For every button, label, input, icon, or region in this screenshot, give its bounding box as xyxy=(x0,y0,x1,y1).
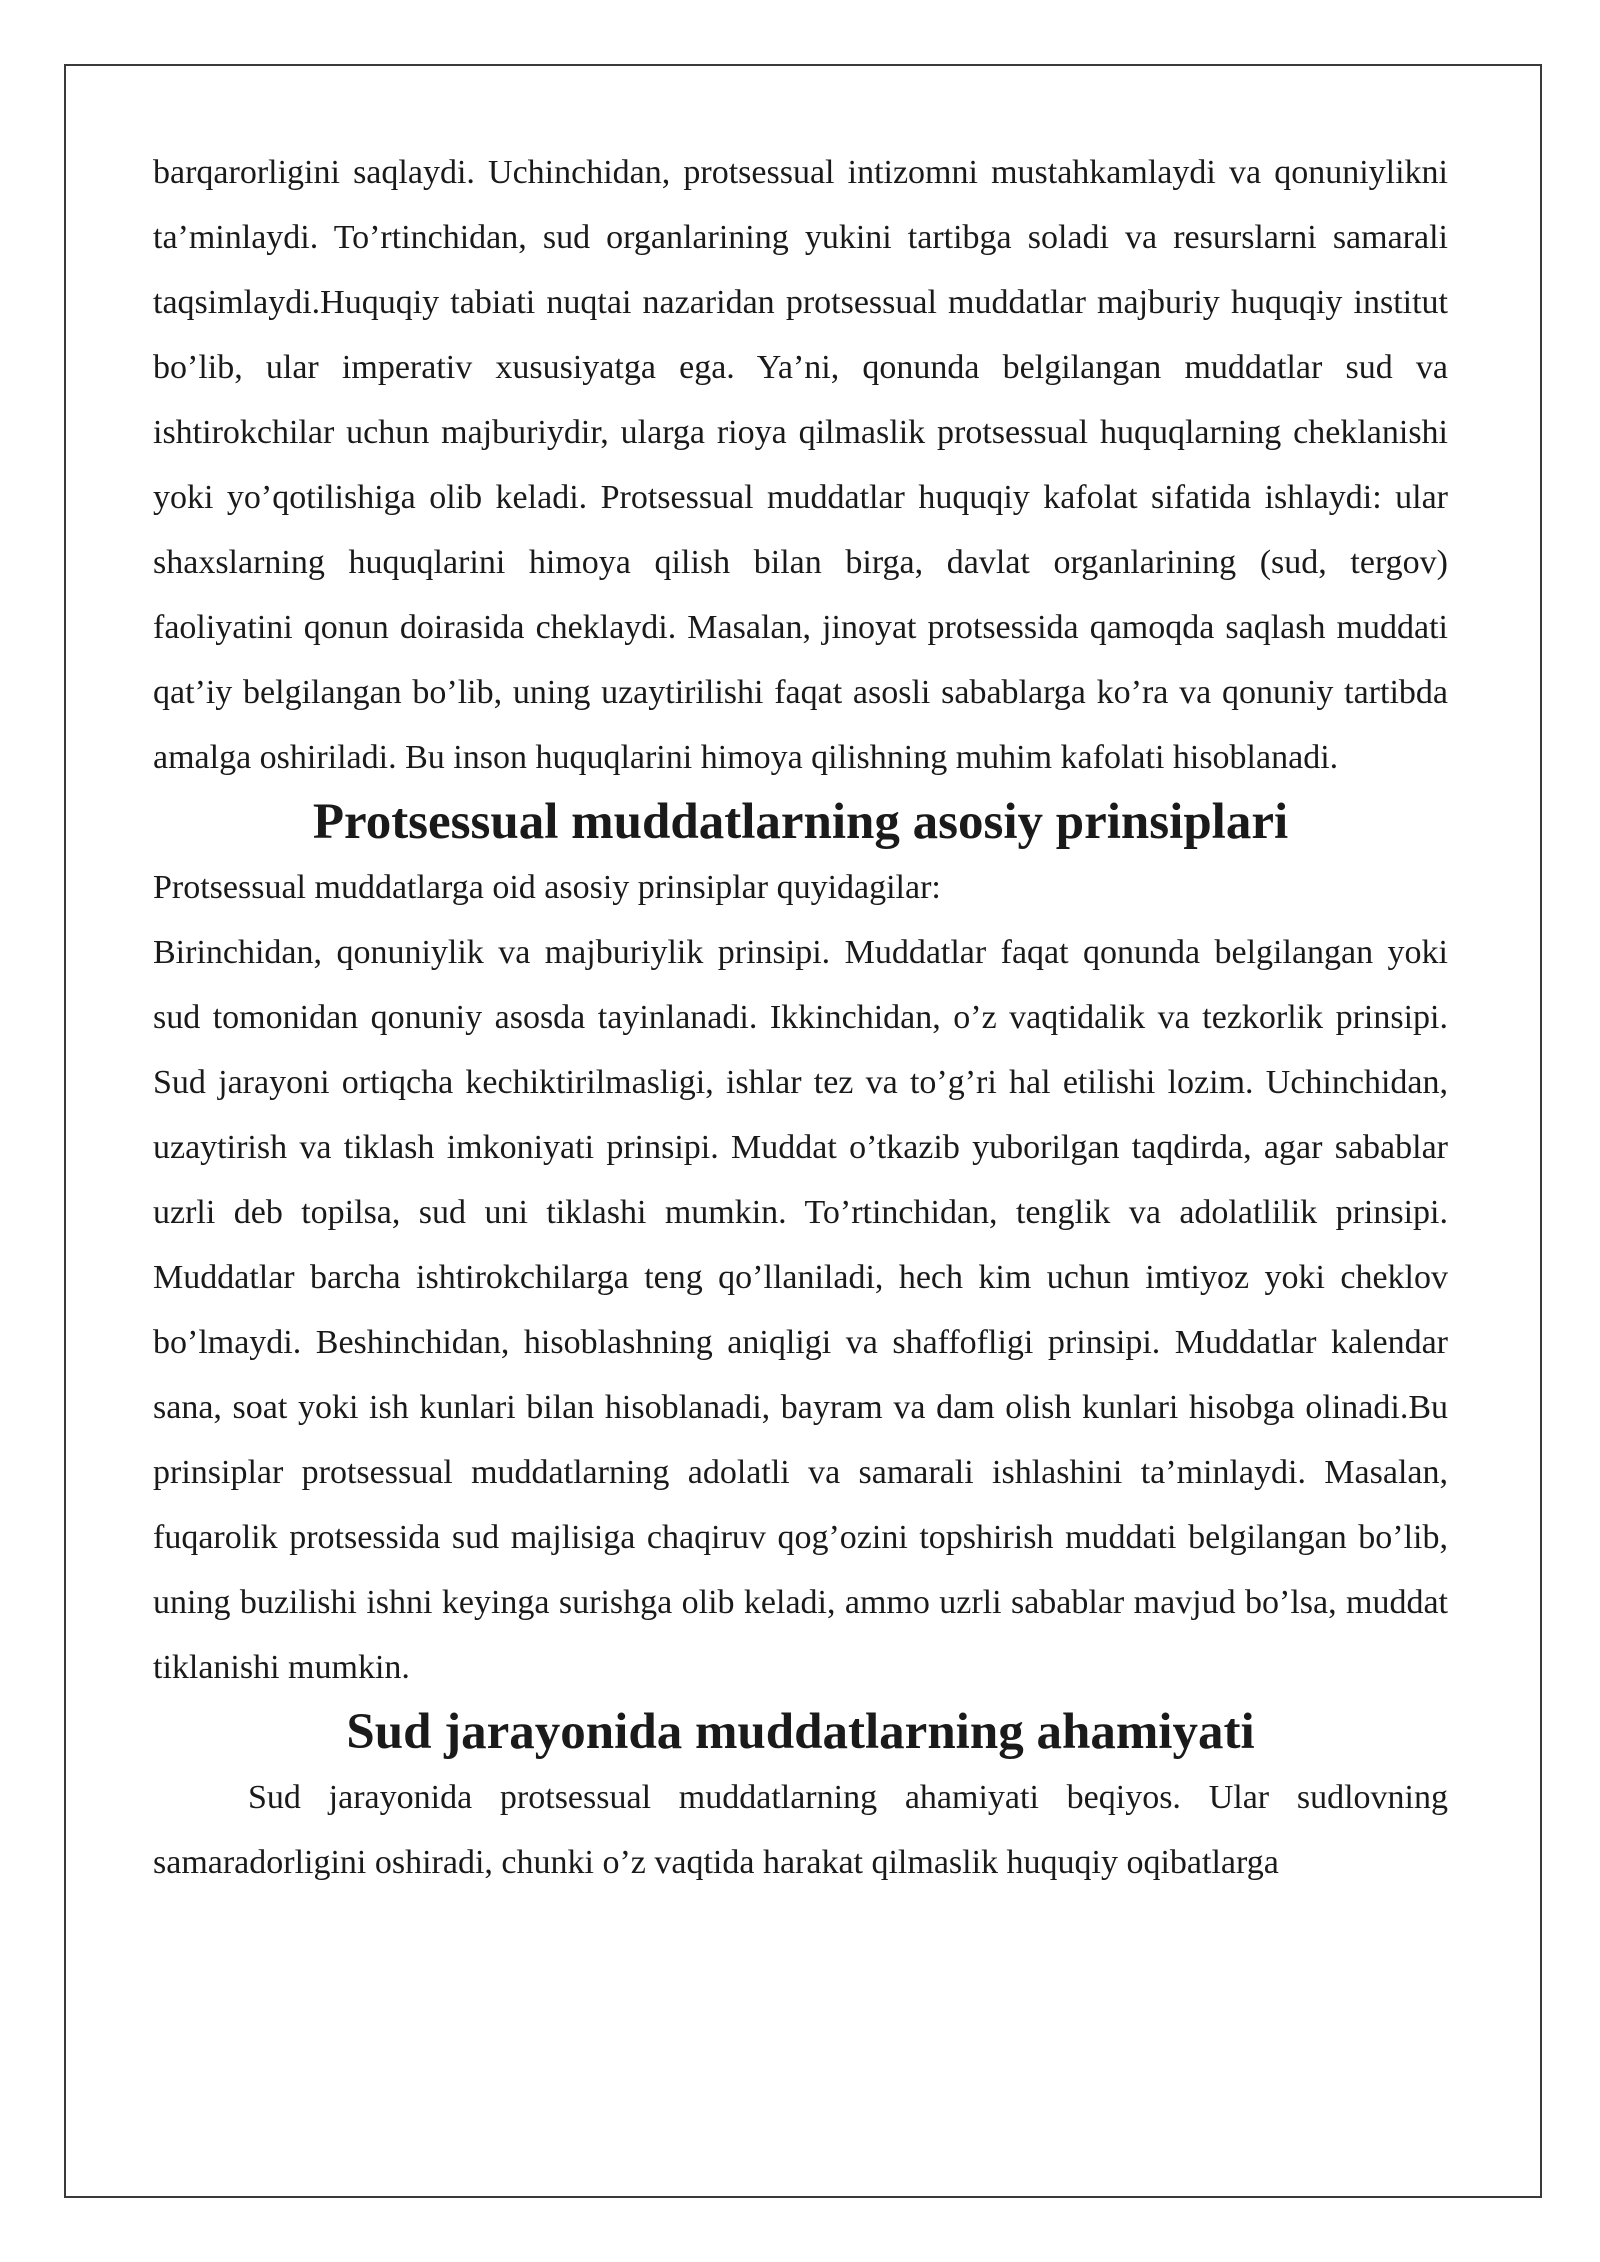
paragraph-principles-intro: Protsessual muddatlarga oid asosiy prinsiplar quyidagilar: xyxy=(153,869,941,906)
section-heading-importance: Sud jarayonida muddatlarning ahamiyati xyxy=(346,1704,1255,1760)
paragraph-importance: Sud jarayonida protsessual muddatlarning ahamiyati beqiyos. Ular sudlovning samaradorligini oshiradi, chunki o’z vaqtida harakat qilmaslik huquqiy oqibatlarga xyxy=(153,1779,1448,1881)
paragraph-principles-list: Birinchidan, qonuniylik va majburiylik prinsipi. Muddatlar faqat qonunda belgilangan yoki sud tomonidan qonuniy asosda tayinlanadi. Ikkinchidan, o’z vaqtidalik va tezkorlik prinsipi. Sud jarayoni ortiqcha kechiktirilmasligi, ishlar tez va to’g’ri hal etilishi lozim. Uchinchidan, uzaytirish va tiklash imkoniyati prinsipi. Muddat o’tkazib yuborilgan taqdirda, agar sabablar uzrli deb topilsa, sud uni tiklashi mumkin. To’rtinchidan, tenglik va adolatlilik prinsipi. Muddatlar barcha ishtirokchilarga teng qo’llaniladi, hech kim uchun imtiyoz yoki cheklov bo’lmaydi. Beshinchidan, hisoblashning aniqligi va shaffofligi prinsipi. Muddatlar kalendar sana, soat yoki ish kunlari bilan hisoblanadi, bayram va dam olish kunlari hisobga olinadi.Bu prinsiplar protsessual muddatlarning adolatli va samarali ishlashini ta’minlaydi. Masalan, fuqarolik protsessida sud majlisiga chaqiruv qog’ozini topshirish muddati belgilangan bo’lib, uning buzilishi ishni keyinga surishga olib keladi, ammo uzrli sabablar mavjud bo’lsa, muddat tiklanishi mumkin. xyxy=(153,934,1448,1686)
paragraph-legal-nature: barqarorligini saqlaydi. Uchinchidan, protsessual intizomni mustahkamlaydi va qonuniylikni ta’minlaydi. To’rtinchidan, sud organlarining yukini tartibga soladi va resurslarni samarali taqsimlaydi.Huquqiy tabiati nuqtai nazaridan protsessual muddatlar majburiy huquqiy institut bo’lib, ular imperativ xususiyatga ega. Ya’ni, qonunda belgilangan muddatlar sud va ishtirokchilar uchun majburiydir, ularga rioya qilmaslik protsessual huquqlarning cheklanishi yoki yo’qotilishiga olib keladi. Protsessual muddatlar huquqiy kafolat sifatida ishlaydi: ular shaxslarning huquqlarini himoya qilish bilan birga, davlat organlarining (sud, tergov) faoliyatini qonun doirasida cheklaydi. Masalan, jinoyat protsessida qamoqda saqlash muddati qat’iy belgilangan bo’lib, uning uzaytirilishi faqat asosli sabablarga ko’ra va qonuniy tartibda amalga oshiriladi. Bu inson huquqlarini himoya qilishning muhim kafolati hisoblanadi. xyxy=(153,154,1448,776)
section-heading-principles: Protsessual muddatlarning asosiy prinsiplari xyxy=(312,794,1289,850)
document-body xyxy=(153,140,1448,1895)
